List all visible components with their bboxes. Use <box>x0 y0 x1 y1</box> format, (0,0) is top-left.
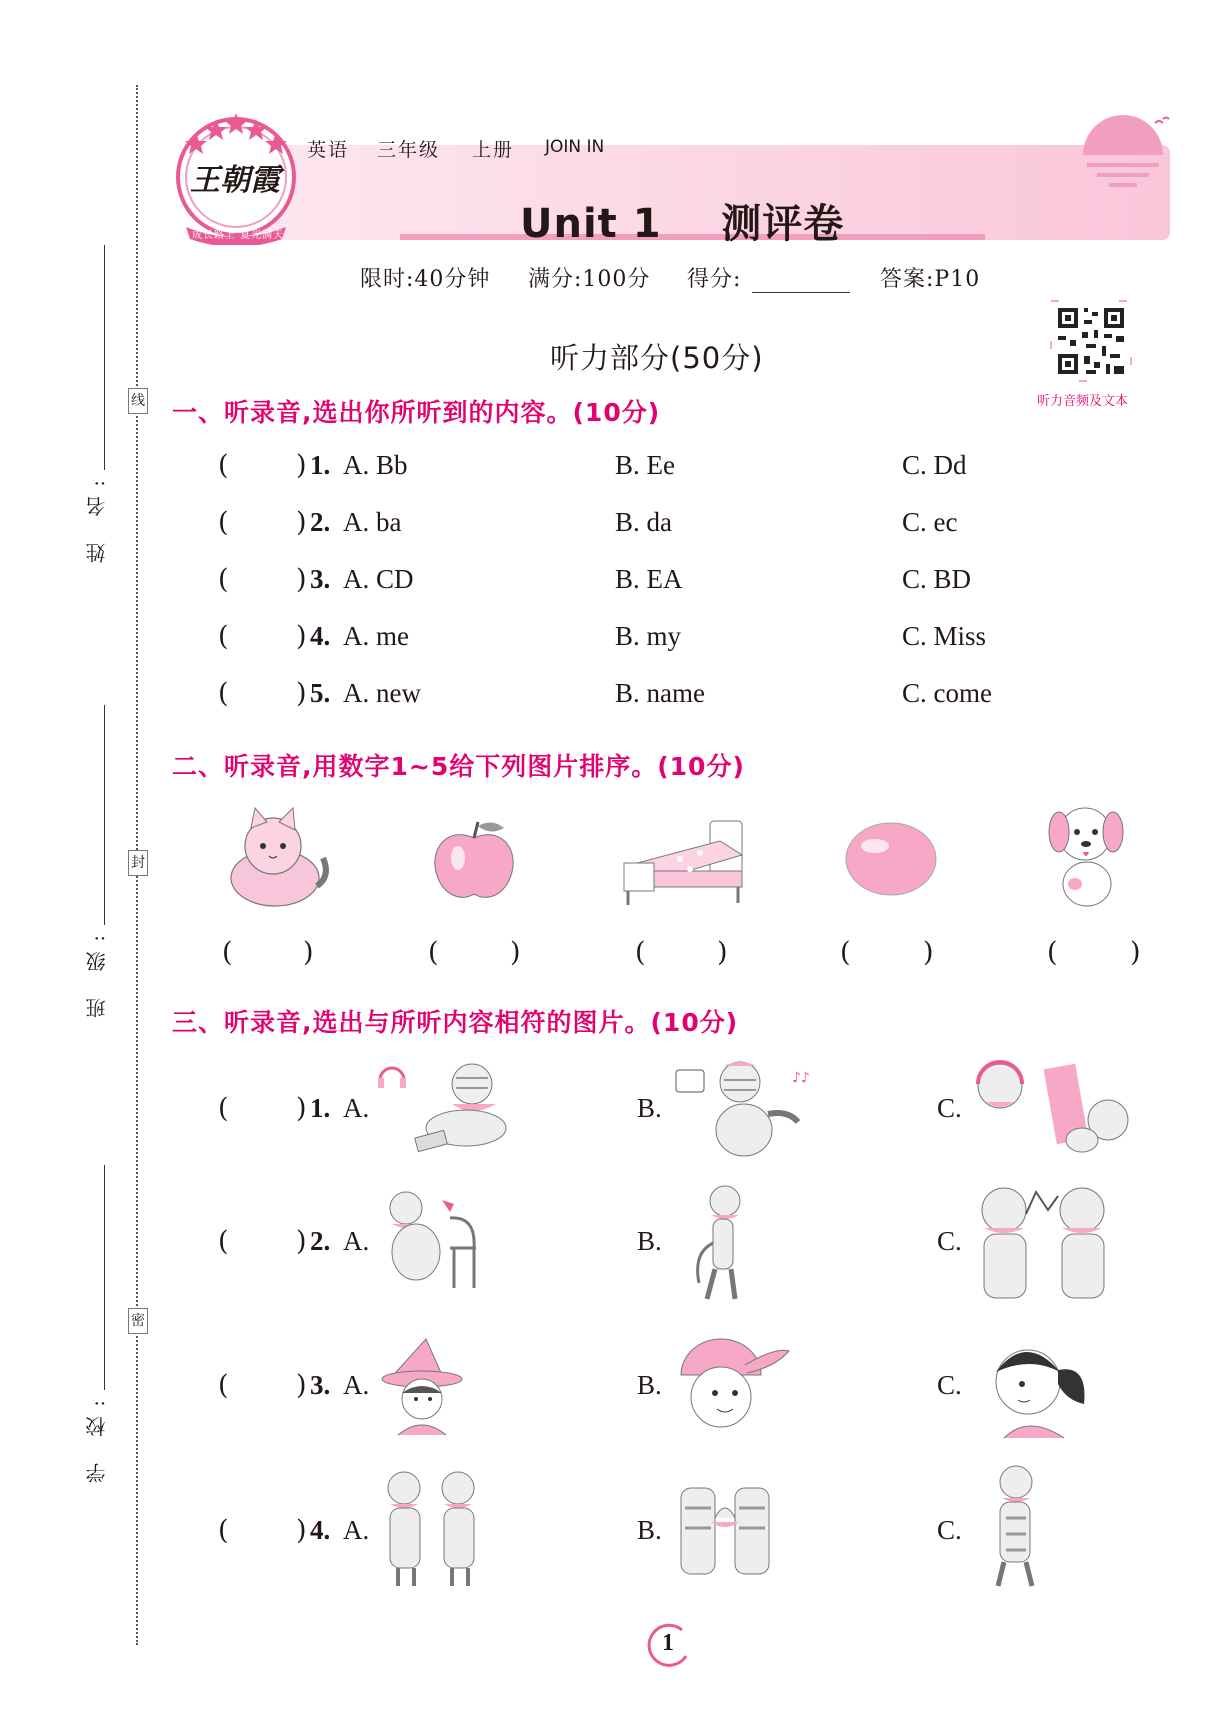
sunset-icon <box>1075 105 1175 195</box>
option-b: B. da <box>615 507 672 537</box>
answer-paren-close: ) <box>296 564 307 595</box>
answer-paren-open[interactable]: ( <box>218 1226 229 1257</box>
name-blank-line[interactable] <box>104 245 105 470</box>
sort-paren-open[interactable]: ( <box>1047 937 1058 968</box>
option-c: C. BD <box>902 564 972 594</box>
tiger-stand-up-image <box>685 1183 755 1303</box>
sort-paren-close: ) <box>1130 937 1141 968</box>
score-label: 得分: <box>687 267 742 292</box>
name-label: 姓 名: <box>85 470 109 564</box>
school-label: 学 校: <box>85 1390 109 1484</box>
option-b: B. Ee <box>615 450 675 480</box>
sort-paren-close: ) <box>717 937 728 968</box>
egg-image <box>843 820 939 898</box>
question-number: 1. <box>310 450 331 480</box>
class-blank-line[interactable] <box>104 705 105 925</box>
answer-paren-open[interactable]: ( <box>218 678 229 709</box>
question-number: 1. <box>310 1093 331 1123</box>
answer-paren-close: ) <box>296 678 307 709</box>
tigers-hello-image <box>970 1180 1120 1302</box>
tiger-music-image <box>672 1058 832 1158</box>
class-label: 班 级: <box>85 925 109 1019</box>
answer-paren-open[interactable]: ( <box>218 564 229 595</box>
tigers-headphones-studying-image <box>970 1060 1140 1156</box>
two-tigers-greeting-image <box>378 1468 488 1590</box>
apple-image <box>428 818 520 904</box>
option-a: A. <box>343 1370 370 1400</box>
answer-paren-open[interactable]: ( <box>218 507 229 538</box>
seal-mark-xian: 线 <box>128 388 148 414</box>
page-title: Unit 1 测评卷 <box>520 201 845 247</box>
brand-name: 王朝霞 <box>190 163 280 198</box>
option-c: C. Dd <box>902 450 967 480</box>
girl-ponytail-image <box>978 1330 1092 1442</box>
option-a: A. <box>343 1093 370 1123</box>
question-number: 4. <box>310 1515 331 1545</box>
answer-paren-close: ) <box>296 1370 307 1401</box>
answer-paren-open[interactable]: ( <box>218 621 229 652</box>
sort-paren-open[interactable]: ( <box>840 937 851 968</box>
option-a: A. <box>343 1515 370 1545</box>
answer-paren-open[interactable]: ( <box>218 1515 229 1546</box>
full-score: 满分:100分 <box>528 267 651 292</box>
dog-image <box>1045 802 1127 914</box>
subject-label: 英语 <box>307 139 350 161</box>
cat-image <box>213 806 333 910</box>
two-tigers-hug-image <box>677 1478 773 1578</box>
option-a: A. new <box>343 678 421 708</box>
answer-paren-open[interactable]: ( <box>218 1093 229 1124</box>
answer-paren-close: ) <box>296 507 307 538</box>
qr-code-icon[interactable] <box>1050 300 1132 382</box>
svg-text:♪♪: ♪♪ <box>792 1070 810 1086</box>
page-number: 1 <box>662 1630 674 1656</box>
question-number: 2. <box>310 1226 331 1256</box>
option-a: A. me <box>343 621 409 651</box>
sort-paren-open[interactable]: ( <box>635 937 646 968</box>
tiger-headphones-image <box>376 1058 526 1154</box>
answer-paren-open[interactable]: ( <box>218 450 229 481</box>
seal-mark-feng: 封 <box>128 850 148 876</box>
sort-paren-open[interactable]: ( <box>428 937 439 968</box>
option-b: B. <box>637 1093 662 1123</box>
option-b: B. <box>637 1515 662 1545</box>
option-a: A. CD <box>343 564 414 594</box>
option-c: C. ec <box>902 507 958 537</box>
answer-reference: 答案:P10 <box>880 267 981 292</box>
answer-paren-close: ) <box>296 621 307 652</box>
sort-paren-open[interactable]: ( <box>222 937 233 968</box>
option-c: C. <box>937 1515 962 1545</box>
option-a: A. Bb <box>343 450 408 480</box>
seal-mark-mi: 密 <box>128 1308 148 1334</box>
answer-paren-close: ) <box>296 450 307 481</box>
listening-part-title: 听力部分(50分) <box>550 341 764 375</box>
question-number: 3. <box>310 1370 331 1400</box>
section-1-title: 一、听录音,选出你所听到的内容。(10分) <box>172 398 661 427</box>
grade-label: 三年级 <box>377 139 441 161</box>
qr-caption: 听力音频及文本 <box>1037 394 1129 409</box>
edition-label: JOIN IN <box>545 137 605 157</box>
boy-cap-image <box>675 1335 791 1447</box>
brand-slogan: 成长路上 夏光满天 <box>192 230 285 241</box>
question-number: 2. <box>310 507 331 537</box>
option-c: C. <box>937 1370 962 1400</box>
section-3-title: 三、听录音,选出与所听内容相符的图片。(10分) <box>172 1008 739 1037</box>
question-number: 4. <box>310 621 331 651</box>
option-a: A. ba <box>343 507 402 537</box>
sort-paren-close: ) <box>303 937 314 968</box>
option-c: C. <box>937 1093 962 1123</box>
option-b: B. EA <box>615 564 683 594</box>
option-b: B. my <box>615 621 682 651</box>
volume-label: 上册 <box>472 139 515 161</box>
section-2-title: 二、听录音,用数字1~5给下列图片排序。(10分) <box>172 752 745 781</box>
option-c: C. <box>937 1226 962 1256</box>
option-c: C. Miss <box>902 621 987 651</box>
answer-paren-close: ) <box>296 1226 307 1257</box>
sort-paren-close: ) <box>510 937 521 968</box>
tiger-sit-down-image <box>380 1188 490 1292</box>
question-number: 3. <box>310 564 331 594</box>
time-limit: 限时:40分钟 <box>360 267 491 292</box>
girl-witch-hat-image <box>376 1337 472 1441</box>
bed-image <box>620 815 746 907</box>
answer-paren-open[interactable]: ( <box>218 1370 229 1401</box>
option-b: B. name <box>615 678 705 708</box>
school-blank-line[interactable] <box>104 1165 105 1390</box>
answer-paren-close: ) <box>296 1093 307 1124</box>
question-number: 5. <box>310 678 331 708</box>
option-c: C. come <box>902 678 992 708</box>
sort-paren-close: ) <box>923 937 934 968</box>
option-b: B. <box>637 1226 662 1256</box>
option-b: B. <box>637 1370 662 1400</box>
answer-paren-close: ) <box>296 1515 307 1546</box>
option-a: A. <box>343 1226 370 1256</box>
score-blank[interactable] <box>752 292 850 293</box>
tiger-standing-tall-image <box>970 1464 1060 1592</box>
